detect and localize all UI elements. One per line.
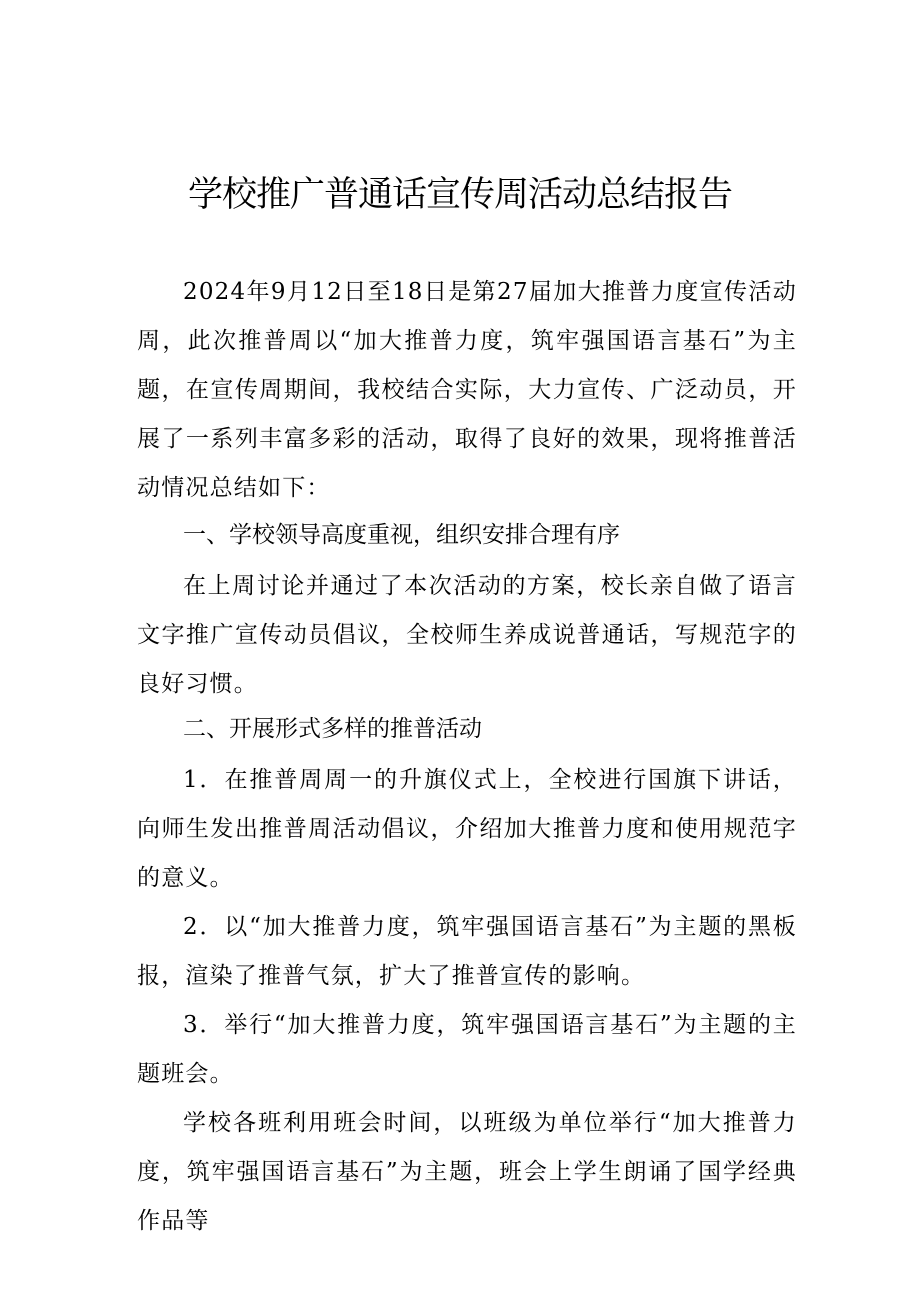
document-title: 学校推广普通话宣传周活动总结报告 [187,175,732,215]
section-2-paragraph: 学校各班利用班会时间，以班级为单位举行“加大推普力度，筑牢强国语言基石”为主题，班会上学生朗诵了国学经典作品等 [137,1110,797,1234]
section-2-heading: 二、开展形式多样的推普活动 [183,716,482,742]
intro-block [137,268,797,513]
section-2-item-2: 2．以“加大推普力度，筑牢强国语言基石”为主题的黑板报，渲染了推普气氛，扩大了推普宣传的影响。 [137,914,797,989]
section-2-item-3: 3．举行“加大推普力度，筑牢强国语言基石”为主题的主题班会。 [137,1012,797,1087]
section-2-block [137,756,797,1246]
intro-paragraph: 2024年9月12日至18日是第27届加大推普力度宣传活动周，此次推普周以“加大推普力度，筑牢强国语言基石”为主题，在宣传周期间，我校结合实际，大力宣传、广泛动员，开展了一系列丰富多彩的活动，取得了良好的效果，现将推普活动情况总结如下： [137,279,797,501]
section-1-paragraph: 在上周讨论并通过了本次活动的方案，校长亲自做了语言文字推广宣传动员倡议，全校师生养成说普通话，写规范字的良好习惯。 [137,573,797,697]
section-1-heading: 一、学校领导高度重视，组织安排合理有序 [183,522,620,548]
section-1-block [137,562,797,709]
section-2-item-1: 1．在推普周周一的升旗仪式上，全校进行国旗下讲话，向师生发出推普周活动倡议，介绍加大推普力度和使用规范字的意义。 [137,767,797,891]
